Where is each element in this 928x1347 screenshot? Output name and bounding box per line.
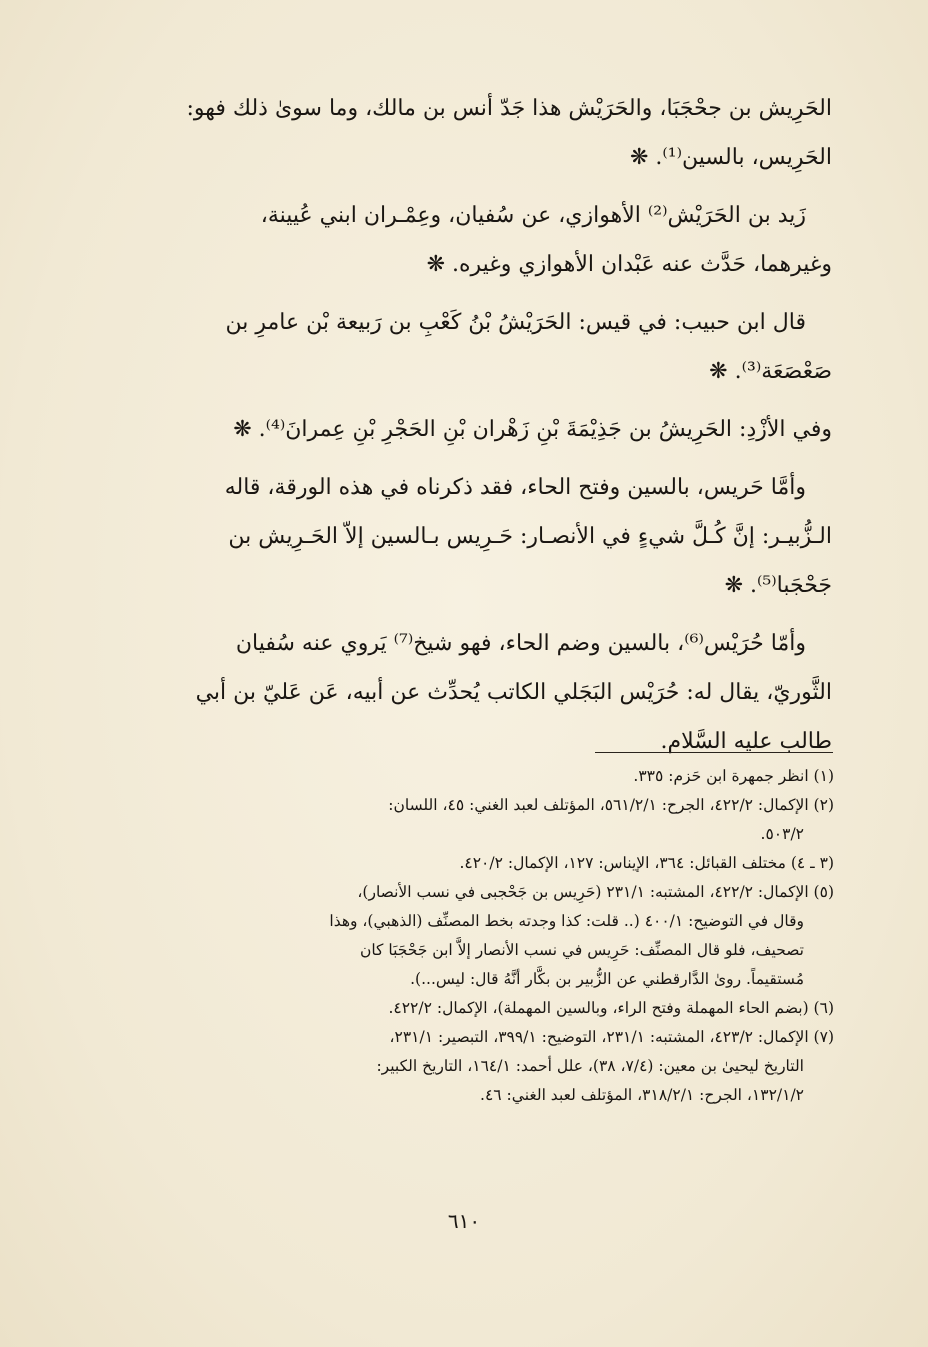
- text-line: جَحْجَبا⁽⁵⁾. ❋: [724, 573, 832, 598]
- text-line: قال ابن حبيب: في قيس: الحَرَيْشُ بْنُ كَعْبِ بن رَبيعة بْن عامرِ بن: [225, 310, 806, 335]
- footnote-line: (١) انظر جمهرة ابن حَزم: ٣٣٥.: [633, 767, 834, 785]
- text-line: الحَرِيش بن جحْجَبَا، والحَرَيْش هذا جَدّ أنس بن مالك، وما سوىٰ ذلك فهو:: [186, 96, 832, 121]
- entry-zayd-ibn-al-harish: [110, 191, 832, 289]
- text-line: الحَرِيس، بالسين⁽¹⁾. ❋: [629, 145, 832, 170]
- footnote-line: (٧) الإكمال: ٤٢٣/٢، المشتبه: ٢٣١/١، التوضيح: ٣٩٩/١، التبصير: ٢٣١/١،: [389, 1028, 834, 1046]
- footnote-1: [110, 762, 834, 791]
- footnote-line: (٢) الإكمال: ٤٢٢/٢، الجرح: ٥٦١/٢/١، المؤتلف لعبد الغني: ٤٥، اللسان:: [388, 796, 834, 814]
- text-line: الثَّوريّ، يقال له: حُرَيْس البَجَلي الكاتب يُحدِّث عن أبيه، عَن عَليّ بن أبي: [195, 680, 832, 705]
- footnote-line: التاريخ ليحيىٰ بن معين: (٧/٤، ٣٨)، علل أحمد: ١٦٤/١، التاريخ الكبير:: [376, 1057, 804, 1075]
- entry-haris-with-sin: [110, 463, 832, 610]
- footnote-2: [110, 791, 834, 849]
- footnote-line: ١٣٢/١/٢، الجرح: ٣١٨/٢/١، المؤتلف لعبد الغني: ٤٦.: [480, 1086, 804, 1104]
- footnote-separator: [595, 752, 833, 753]
- footnote-line: ٥٠٣/٢.: [760, 825, 804, 843]
- text-line: طالب عليه السَّلام.: [660, 729, 832, 754]
- page-number: ٦١٠: [447, 1209, 481, 1233]
- text-line: وفي الأزْدِ: الحَرِيشُ بن جَذِيْمَةَ بْنِ زَهْران بْنِ الحَجْرِ بْنِ عِمرانَ⁽⁴⁾. ❋: [233, 417, 832, 442]
- footnote-line: (٣ ـ ٤) مختلف القبائل: ٣٦٤، الإيناس: ١٢٧، الإكمال: ٤٢٠/٢.: [459, 854, 834, 872]
- footnote-line: مُستقيماً. روىٰ الدَّارقطني عن الزُّبير بن بكَّار أنَّهُ قال: ليس...).: [410, 970, 804, 988]
- text-line: وأمّا حُرَيْس⁽⁶⁾، بالسين وضم الحاء، فهو شيخ⁽⁷⁾ يَروي عنه سُفيان: [235, 631, 806, 656]
- footnote-line: تصحيف، فلو قال المصنِّف: حَرِيس في نسب الأنصار إلاَّ ابن جَحْجَبَا كان: [359, 941, 804, 959]
- entry-ibn-habib-qays: [110, 298, 832, 396]
- footnote-6: [110, 994, 834, 1023]
- text-line: الـزُّبيـر: إنَّ كُـلَّ شيءٍ في الأنصـار: حَـرِيس بـالسين إلاّ الحَـرِيش بن: [228, 524, 832, 549]
- footnote-7: [110, 1023, 834, 1110]
- footnote-line: وقال في التوضيح: ٤٠٠/١ (.. قلت: كذا وجدته بخط المصنِّف (الذهبي)، وهذا: [329, 912, 804, 930]
- entry-hurays: [110, 619, 832, 766]
- text-line: وغيرهما، حَدَّث عنه عَبْدان الأهوازي وغيره. ❋: [426, 252, 832, 277]
- text-line: وأمَّا حَريس، بالسين وفتح الحاء، فقد ذكرناه في هذه الورقة، قاله: [224, 475, 806, 500]
- text-line: صَعْصَعَة⁽³⁾. ❋: [709, 359, 832, 384]
- footnote-line: (٥) الإكمال: ٤٢٢/٢، المشتبه: ٢٣١/١ (حَرِيس بن جَحْجبى في نسب الأنصار)،: [357, 883, 834, 901]
- main-text: [110, 84, 832, 775]
- footnotes: [110, 762, 834, 1110]
- footnote-3-4: [110, 849, 834, 878]
- footnote-line: (٦) (بضم الحاء المهملة وفتح الراء، وبالسين المهملة)، الإكمال: ٤٢٢/٢.: [388, 999, 834, 1017]
- entry-al-azd: [110, 405, 832, 454]
- footnote-5: [110, 878, 834, 994]
- text-line: زَيد بن الحَرَيْش⁽²⁾ الأهوازي، عن سُفيان، وعِمْـران ابني عُيينة،: [260, 203, 806, 228]
- entry-al-harish-ibn-jahjaba: [110, 84, 832, 182]
